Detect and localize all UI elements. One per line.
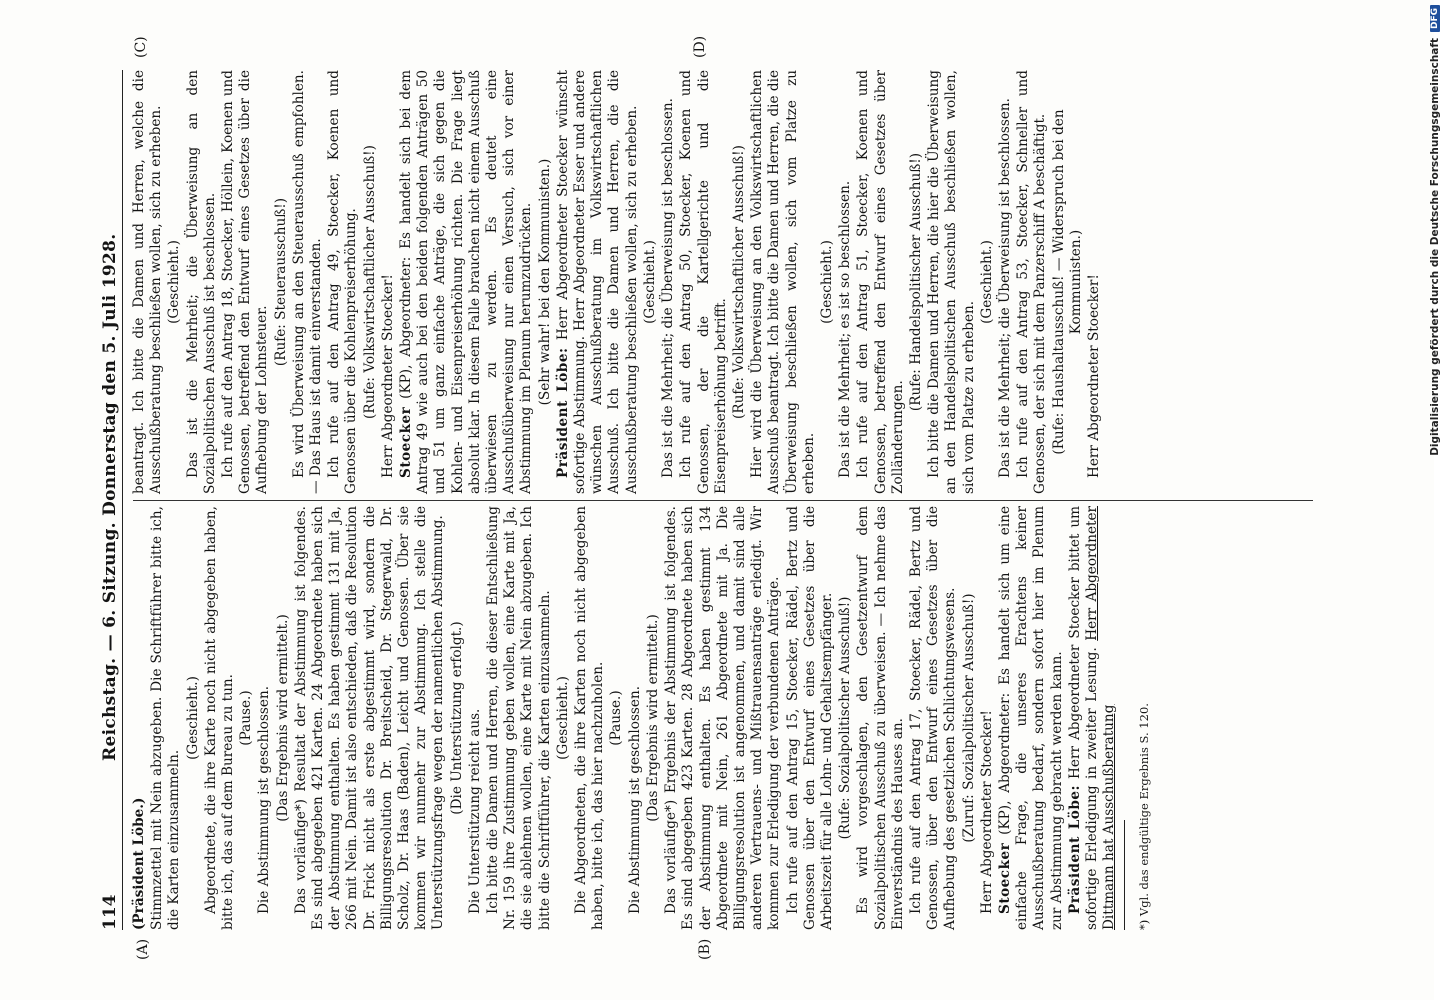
stage-direction: (Die Unterstützung erfolgt.) [448, 621, 465, 815]
paragraph: Ich rufe auf den Antrag 51, Stoecker, Koenen und Genossen, betreffend den Entwurf eines Gesetzes über Zolländerungen. [855, 70, 906, 494]
speaker-name: Stoecker [996, 842, 1013, 914]
left-column [131, 506, 1162, 930]
margin-mark-c: (C) [133, 36, 149, 58]
paragraph: Die Unterstützung reicht aus. [466, 708, 483, 914]
paragraph: Ich rufe auf den Antrag 17, Stoecker, Rädel, Bertz und Genossen, über den Entwurf eines Gesetzes über die Aufhebung des gesetzlichen Schlichtungswesens. [907, 506, 959, 930]
speech-text: Herr Abgeordneter Stoecker bittet um sofortige Erledigung in zweiter Lesung. [1066, 506, 1100, 930]
paragraph: Das ist die Mehrheit; es ist so beschlossen. [837, 180, 854, 478]
stage-direction: (Geschieht.) [978, 240, 995, 324]
speaker-name: Präsident Löbe: [1066, 784, 1083, 914]
margin-mark-b: (B) [697, 938, 713, 960]
stage-direction: (Rufe: Volkswirtschaftlicher Ausschuß!) [361, 145, 378, 419]
footnote: *) Vgl. das endgültige Ergebnis S. 120. [1136, 703, 1151, 930]
paragraph: Ich bitte die Damen und Herren, die hier die Überweisung an den Handelspolitischen Ausschuß beschließen wollen, sich vom Platze zu erheben. [926, 70, 977, 494]
paragraph: beantragt. Ich bitte die Damen und Herren, welche die Ausschußberatung beschließen wollen, sich zu erheben. [131, 70, 165, 494]
paragraph: Hier wird die Überweisung an den Volkswirtschaftlichen Ausschuß beantragt. Ich bitte die Damen und Herren, die die Überweisung beschließen wollen, sich vom Platze zu erheben. [749, 70, 817, 494]
paragraph: Herr Abgeordneter Stoecker! [379, 274, 396, 478]
speech [398, 70, 536, 494]
paragraph: Ich rufe auf den Antrag 18, Stoecker, Höllein, Koenen und Genossen, betreffend den Entwurf eines Gesetzes über die Aufhebung der Lohnsteuer. [220, 70, 271, 494]
paragraph: Das ist die Mehrheit; die Überweisung an den Sozialpolitischen Ausschuß ist beschlossen. [184, 70, 218, 494]
stage-direction: (Rufe: Handelspolitischer Ausschuß!) [907, 152, 924, 412]
speech-text: (KP), Abgeordneter: Es handelt sich um eine einfache Frage, die unseres Erachtens keiner Ausschußberatung bedarf, sondern sofort hier im Plenum zur Abstimmung gebracht werden kann. [996, 506, 1065, 930]
paragraph: Ich rufe auf den Antrag 49, Stoecker, Koenen und Genossen über die Kohlenpreiserhöhung. [326, 70, 360, 494]
stage-direction: (Das Ergebnis wird ermittelt.) [274, 614, 291, 822]
paragraph: Herr Abgeordneter Stoecker! [978, 710, 995, 914]
stage-direction: (Rufe: Steuerausschuß!) [272, 197, 289, 367]
speech [1067, 506, 1119, 930]
stage-direction: (Zuruf: Sozialpolitischer Ausschuß!) [960, 593, 977, 843]
stage-direction: (Geschieht.) [641, 240, 658, 324]
paragraph: Das vorläufige*) Resultat der Abstimmung ist folgendes. Es sind abgegeben 421 Karten. 24 Abgeordnete haben sich der Abstimmung enthalten. Es haben gestimmt 131 mit Ja, 266 mit Nein. Damit ist also entschieden, daß die Resolution Dr. Frick nicht als erste abgestimmt wird, sondern die Billigungsresolution Dr. Breitscheid, Dr. Stegerwald, Dr. Scholz, Dr. Haas (Baden), Leicht und Genossen. Über sie kommen wir nunmehr zur Abstimmung. Ich stelle die Unterstützungsfrage wegen der namentlichen Abstimmung. [292, 506, 447, 930]
column-divider [133, 500, 1313, 501]
speaker-name: Präsident Löbe: [554, 347, 571, 478]
stage-direction: (Geschieht.) [554, 676, 571, 760]
speaker-context: (Präsident Löbe.) [131, 797, 147, 930]
running-header-title: Reichstag. — 6. Sitzung. Donnerstag den 5. Juli 1928. [100, 233, 120, 761]
paragraph: Ich rufe auf den Antrag 50, Stoecker, Koenen und Genossen, der die Kartellgerichte und die Eisenpreiserhöhung betrifft. [678, 70, 729, 494]
stage-direction: (Rufe: Haushaltausschuß! — Widerspruch bei den Kommunisten.) [1050, 109, 1084, 455]
right-column [131, 70, 1104, 494]
digitization-credit [1429, 5, 1441, 995]
paragraph: Die Abgeordneten, die ihre Karten noch nicht abgegeben haben, bitte ich, das hier nachzuholen. [573, 506, 607, 930]
stage-direction: (Sehr wahr! bei den Kommunisten.) [536, 158, 553, 406]
stage-direction: (Pause.) [608, 690, 625, 746]
stage-direction: (Geschieht.) [818, 240, 835, 324]
paragraph: Herr Abgeordneter Stoecker! [1085, 274, 1102, 478]
paragraph: Stimmzettel mit Nein abzugeben. Die Schriftführer bitte ich, die Karten einzusammeln. [149, 506, 183, 930]
margin-mark-d: (D) [692, 35, 708, 58]
speech-text: (KP), Abgeordneter: Es handelt sich bei dem Antrag 49 wie auch bei den beiden folgenden Anträgen 50 und 51 um ganz einfache Anträge, die sich gegen die Kohlen- und Eisenpreiserhöhung richten. Die Frage liegt absolut klar. In diesem Falle brauchen nicht einem Ausschuß überwiesen zu werden. Es deutet eine Ausschußüberweisung nur einen Versuch, sich vor einer Abstimmung im Plenum herumzudrücken. [398, 70, 535, 494]
rotated-document-page [97, 35, 1377, 960]
credit-text: Digitalisierung gefördert durch die Deutsche Forschungsgemeinschaft [1429, 38, 1441, 456]
paragraph: Das ist die Mehrheit; die Überweisung ist beschlossen. [996, 97, 1013, 478]
stage-direction: (Geschieht.) [166, 240, 183, 324]
stage-direction: (Geschieht.) [184, 676, 201, 760]
speaker-name: Stoecker [398, 406, 415, 478]
margin-mark-a: (A) [135, 938, 151, 960]
paragraph: Das vorläufige*) Ergebnis der Abstimmung ist folgendes. Es sind abgegeben 423 Karten. 28 Abgeordnete haben sich der Abstimmung enthalten. Es haben gestimmt 134 Abgeordnete mit Nein, 261 Abgeordnete mit Ja. Die Billigungsresolution ist angenommen, und damit sind alle anderen Vertrauens- und Mißtrauensanträge erledigt. Wir kommen zur Erledigung der verbundenen Anträge. [663, 506, 783, 930]
page-number: 114 [100, 894, 120, 930]
speech-text-underlined: Herr Abgeordneter Dittmann hat Ausschußberatung [1083, 505, 1118, 930]
running-header [97, 70, 123, 930]
paragraph: Abgeordnete, die ihre Karte noch nicht abgegeben haben, bitte ich, das auf dem Bureau zu tun. [202, 506, 237, 930]
paragraph: Die Abstimmung ist geschlossen. [256, 685, 273, 914]
speech [997, 506, 1066, 930]
footnote-rule [1124, 820, 1125, 930]
stage-direction: (Rufe: Volkswirtschaftlicher Ausschuß!) [730, 145, 747, 419]
speech-text: Herr Abgeordneter Stoecker wünscht sofortige Abstimmung. Herr Abgeordneter Esser und andere wünschen Ausschußberatung im Volkswirtschaftlichen Ausschuß. Ich bitte die Damen und Herren, die die Ausschußberatung beschließen wollen, sich zu erheben. [554, 70, 640, 494]
stage-direction: (Rufe: Sozialpolitischer Ausschuß!) [837, 596, 854, 840]
paragraph: Ich bitte die Damen und Herren, die dieser Entschließung Nr. 159 ihre Zustimmung geben wollen, eine Karte mit Ja, die sie ablehnen wollen, eine Karte mit Nein abzugeben. Ich bitte die Schriftführer, die Karten einzusammeln. [485, 506, 553, 930]
dfg-logo: DFG [1430, 5, 1440, 32]
paragraph: Die Abstimmung ist geschlossen. [626, 685, 643, 914]
paragraph: Ich rufe auf den Antrag 15, Stoecker, Rädel, Bertz und Genossen über den Entwurf eines Gesetzes über die Arbeitszeit für alle Lohn- und Gehaltsempfänger. [784, 506, 835, 930]
paragraph: Es wird Überweisung an den Steuerausschuß empfohlen. — Das Haus ist damit einverstanden. [290, 70, 325, 494]
paragraph: Es wird vorgeschlagen, den Gesetzentwurf dem Sozialpolitischen Ausschuß zu überweisen. — Ich nehme das Einverständnis des Hauses an. [855, 506, 906, 930]
speech [555, 70, 641, 494]
paragraph: Ich rufe auf den Antrag 53, Stoecker, Schneller und Genossen, der sich mit dem Panzerschiff A beschäftigt. [1015, 70, 1049, 494]
stage-direction: (Das Ergebnis wird ermittelt.) [644, 614, 661, 822]
paragraph: Das ist die Mehrheit; die Überweisung ist beschlossen. [660, 97, 677, 478]
stage-direction: (Pause.) [238, 690, 255, 746]
